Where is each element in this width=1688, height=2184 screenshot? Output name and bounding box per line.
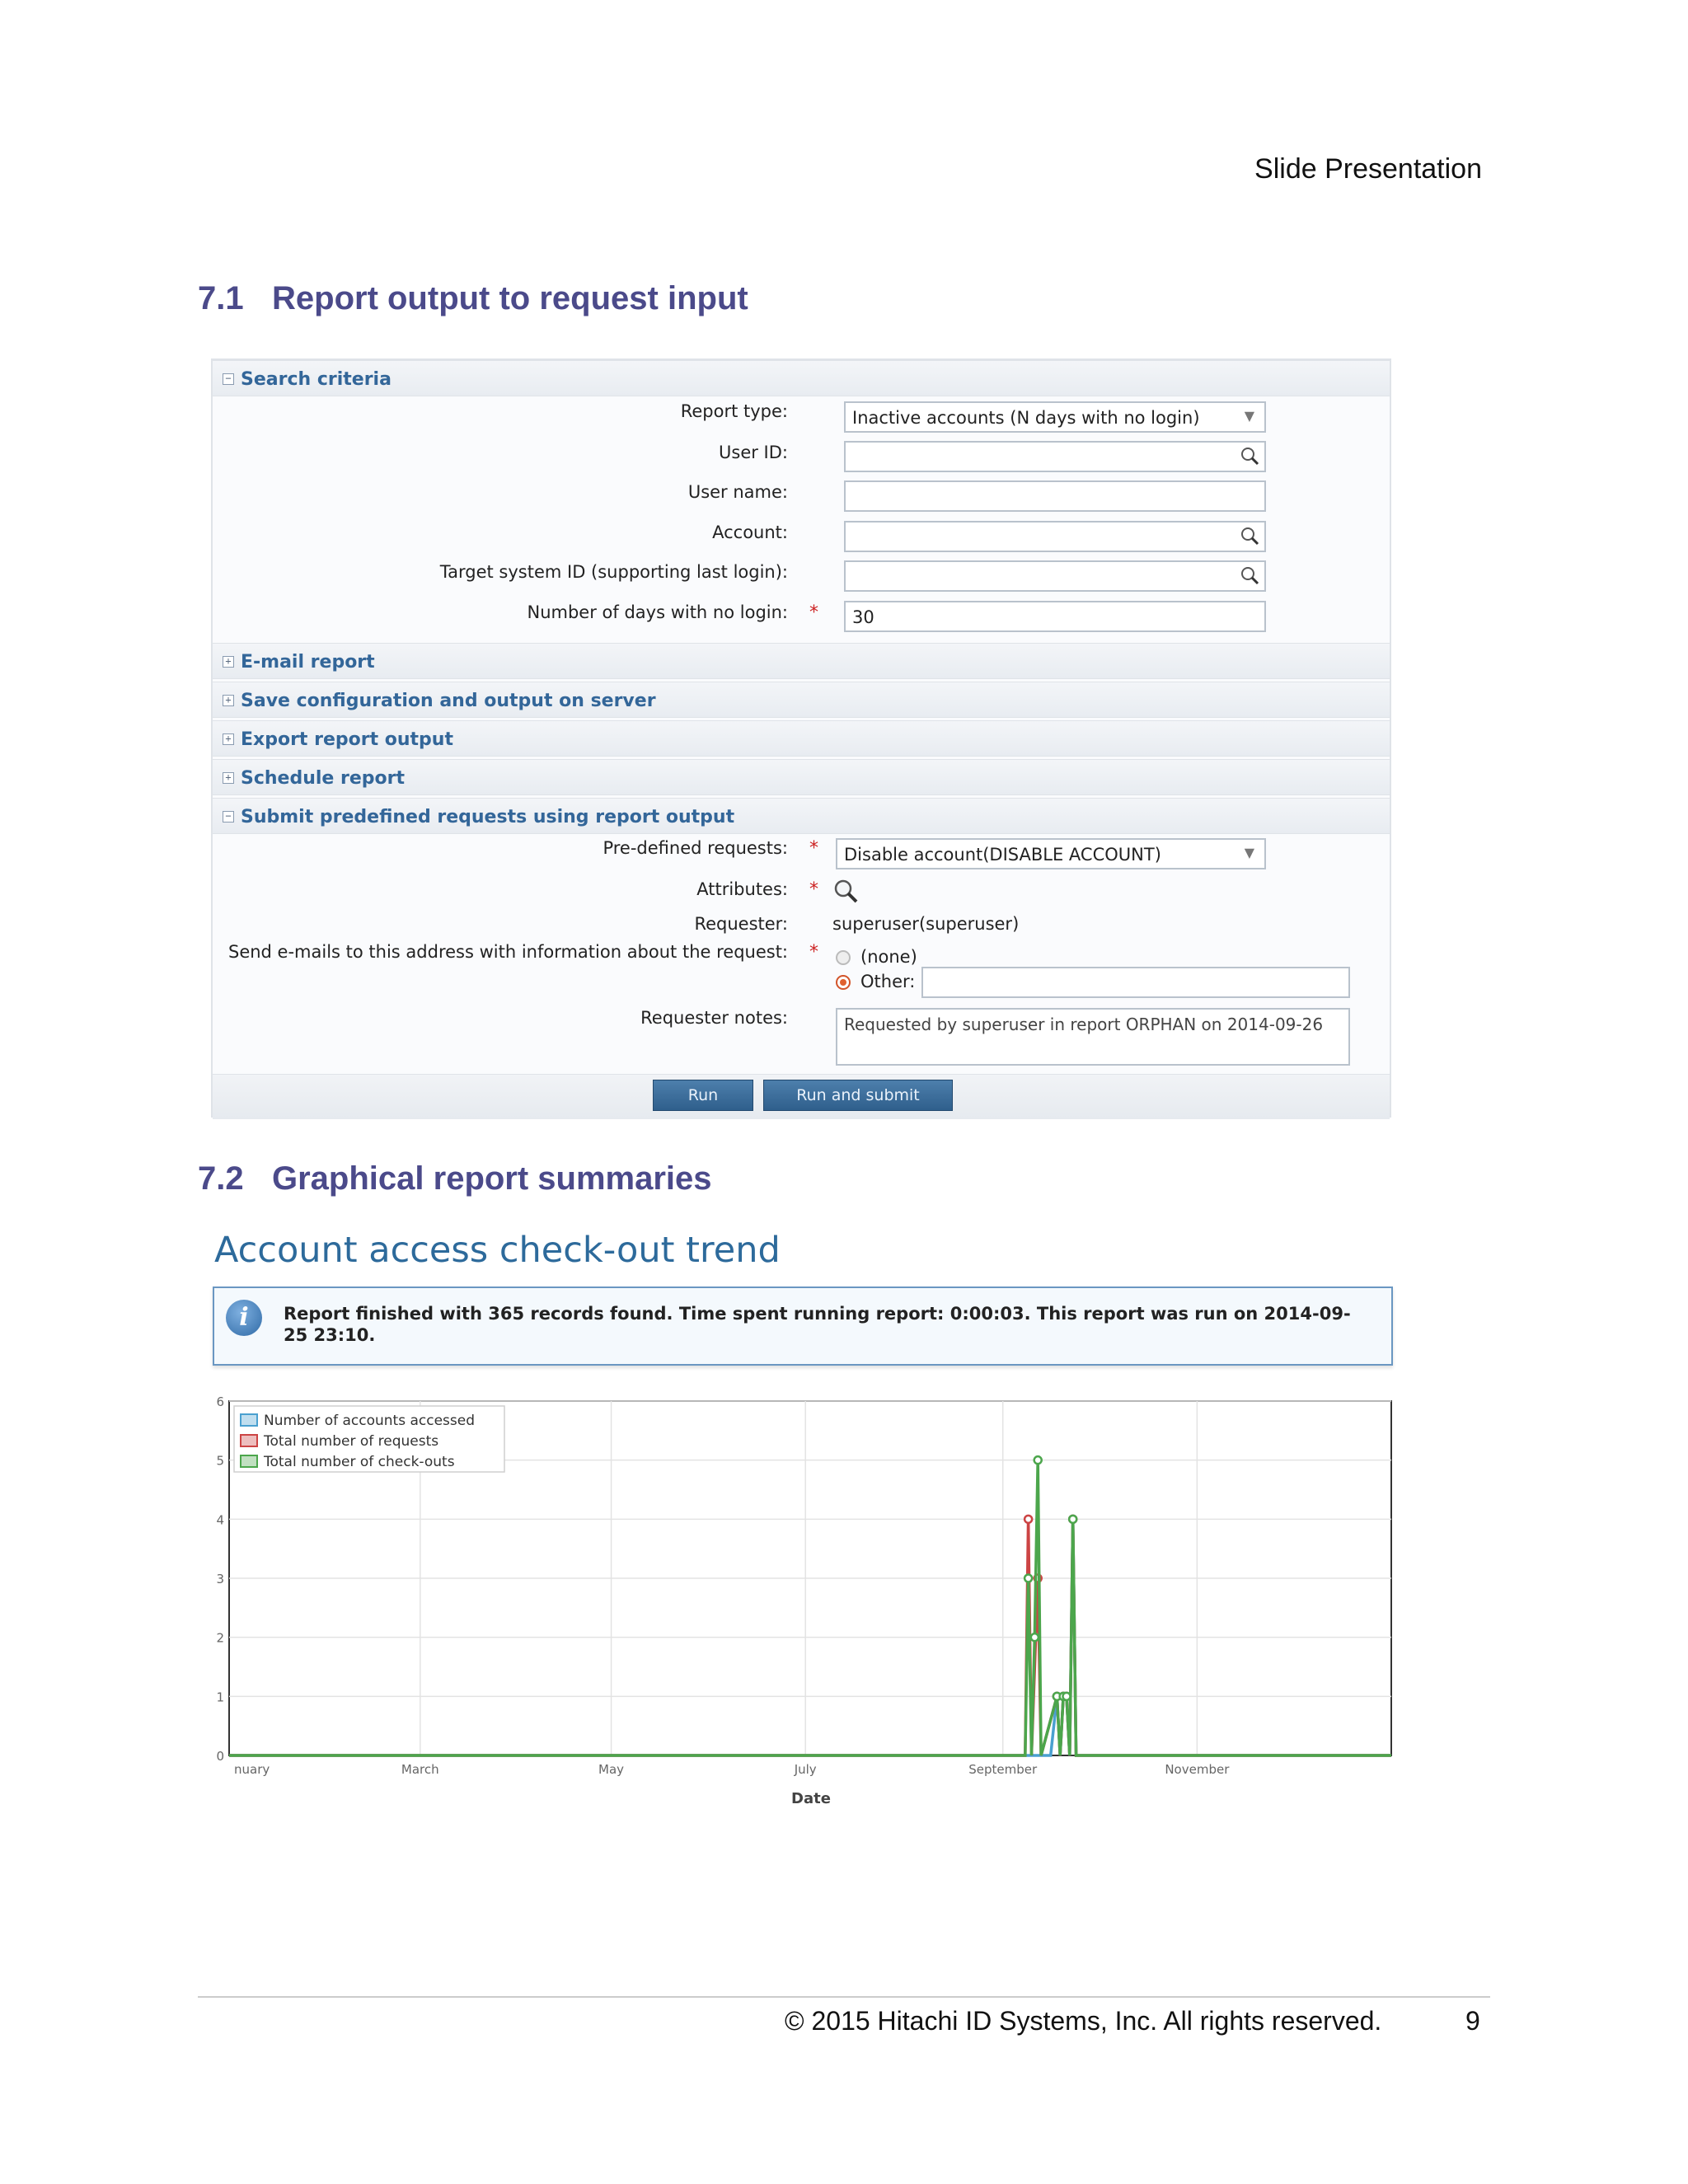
report-type-select[interactable] xyxy=(844,401,1266,433)
days-value: 30 xyxy=(852,607,874,627)
section-heading-7-2 xyxy=(198,1160,712,1197)
report-title: Account access check-out trend xyxy=(214,1230,781,1271)
y-tick-label: 5 xyxy=(216,1453,224,1469)
report-type-value: Inactive accounts (N days with no login) xyxy=(852,408,1200,428)
section-export-output[interactable] xyxy=(213,720,1390,757)
requester-label: Requester: xyxy=(694,914,788,934)
dropdown-arrow-icon: ▼ xyxy=(1244,408,1254,424)
section-schedule-report[interactable] xyxy=(213,759,1390,795)
x-tick-label: nuary xyxy=(234,1762,270,1777)
data-point xyxy=(1025,1575,1032,1582)
report-info-box xyxy=(213,1286,1393,1366)
footer-copyright: © 2015 Hitachi ID Systems, Inc. All rights reserved. xyxy=(785,2006,1382,2036)
report-form-panel xyxy=(211,359,1391,1118)
section-label: Schedule report xyxy=(241,768,405,789)
x-tick-label: March xyxy=(401,1762,439,1777)
other-email-input[interactable] xyxy=(921,967,1350,998)
data-point xyxy=(1031,1633,1039,1641)
legend-swatch xyxy=(241,1414,257,1426)
legend-label: Total number of check-outs xyxy=(264,1454,455,1470)
requester-value: superuser(superuser) xyxy=(832,914,1020,934)
requester-notes-textarea[interactable] xyxy=(836,1008,1350,1066)
legend-swatch xyxy=(241,1455,257,1467)
account-label: Account: xyxy=(712,523,788,542)
search-icon[interactable] xyxy=(1240,565,1261,587)
radio-none-label: (none) xyxy=(860,947,917,967)
user-name-input[interactable] xyxy=(844,480,1266,512)
legend-label: Number of accounts accessed xyxy=(264,1413,476,1429)
radio-other-label: Other: xyxy=(860,972,916,991)
section-label: E-mail report xyxy=(241,652,375,673)
target-system-input[interactable] xyxy=(844,560,1266,592)
page-number: 9 xyxy=(1465,2006,1480,2036)
section-label: Save configuration and output on server xyxy=(241,691,656,711)
x-tick-label: May xyxy=(598,1762,625,1777)
run-and-submit-button[interactable]: Run and submit xyxy=(763,1080,953,1111)
send-emails-label: Send e-mails to this address with information about the request: xyxy=(227,942,788,962)
radio-none[interactable] xyxy=(836,950,851,965)
data-point xyxy=(1062,1693,1070,1700)
required-marker: * xyxy=(809,942,818,963)
user-id-input[interactable] xyxy=(844,441,1266,472)
expand-icon[interactable]: + xyxy=(223,772,234,784)
expand-icon[interactable]: + xyxy=(223,656,234,668)
document-header: Slide Presentation xyxy=(1254,153,1482,185)
x-tick-label: September xyxy=(968,1762,1038,1777)
trend-chart xyxy=(211,1393,1398,1821)
x-tick-label: July xyxy=(794,1762,817,1777)
user-name-label: User name: xyxy=(687,482,788,502)
days-input[interactable] xyxy=(844,601,1266,632)
required-marker: * xyxy=(809,602,818,623)
section-submit-requests[interactable] xyxy=(213,798,1390,834)
user-id-label: User ID: xyxy=(719,443,788,462)
section-number: 7.1 xyxy=(198,280,244,316)
radio-other[interactable] xyxy=(836,975,851,990)
attributes-label: Attributes: xyxy=(696,879,788,899)
y-tick-label: 4 xyxy=(216,1512,224,1528)
data-point xyxy=(1034,1456,1042,1464)
section-email-report[interactable] xyxy=(213,643,1390,679)
y-tick-label: 6 xyxy=(216,1394,224,1409)
days-label: Number of days with no login: xyxy=(527,602,788,622)
section-title: Graphical report summaries xyxy=(272,1160,712,1197)
predefined-requests-select[interactable] xyxy=(836,838,1266,869)
y-tick-label: 2 xyxy=(216,1630,224,1646)
section-save-config[interactable] xyxy=(213,682,1390,718)
expand-icon[interactable]: + xyxy=(223,695,234,706)
y-tick-label: 3 xyxy=(216,1572,224,1586)
report-type-label: Report type: xyxy=(680,401,788,421)
legend-swatch xyxy=(241,1435,257,1446)
predefined-requests-value: Disable account(DISABLE ACCOUNT) xyxy=(844,845,1161,865)
y-tick-label: 1 xyxy=(216,1690,224,1705)
run-button[interactable]: Run xyxy=(653,1080,753,1111)
x-axis-label: Date xyxy=(791,1790,831,1807)
section-heading-7-1 xyxy=(198,280,748,317)
required-marker: * xyxy=(809,879,818,900)
collapse-icon[interactable]: − xyxy=(223,811,234,823)
data-point xyxy=(1069,1516,1076,1523)
section-number: 7.2 xyxy=(198,1160,244,1197)
account-input[interactable] xyxy=(844,521,1266,552)
footer-divider xyxy=(198,1996,1490,1998)
dropdown-arrow-icon: ▼ xyxy=(1244,845,1254,860)
required-marker: * xyxy=(809,838,818,859)
x-tick-label: November xyxy=(1165,1762,1230,1777)
report-message: Report finished with 365 records found. Time spent running report: 0:00:03. This report was run on 2014-09-25 23:10. xyxy=(284,1304,1351,1345)
section-search-criteria[interactable] xyxy=(213,360,1390,396)
chart-legend xyxy=(234,1406,504,1472)
search-icon[interactable] xyxy=(1240,446,1261,467)
legend-label: Total number of requests xyxy=(264,1433,439,1450)
search-icon[interactable] xyxy=(832,878,860,906)
predefined-requests-label: Pre-defined requests: xyxy=(603,838,788,858)
section-title: Report output to request input xyxy=(272,280,748,316)
requester-notes-value: Requested by superuser in report ORPHAN on 2014-09-26 xyxy=(844,1015,1324,1034)
collapse-icon[interactable]: − xyxy=(223,373,234,385)
data-point xyxy=(1025,1516,1032,1523)
info-icon: i xyxy=(226,1300,262,1336)
requester-notes-label: Requester notes: xyxy=(640,1008,788,1028)
y-tick-label: 0 xyxy=(216,1749,224,1764)
expand-icon[interactable]: + xyxy=(223,733,234,745)
search-icon[interactable] xyxy=(1240,526,1261,547)
section-label: Submit predefined requests using report output xyxy=(241,807,735,827)
section-label: Search criteria xyxy=(241,369,392,390)
section-label: Export report output xyxy=(241,729,453,750)
target-system-label: Target system ID (supporting last login): xyxy=(439,562,788,582)
